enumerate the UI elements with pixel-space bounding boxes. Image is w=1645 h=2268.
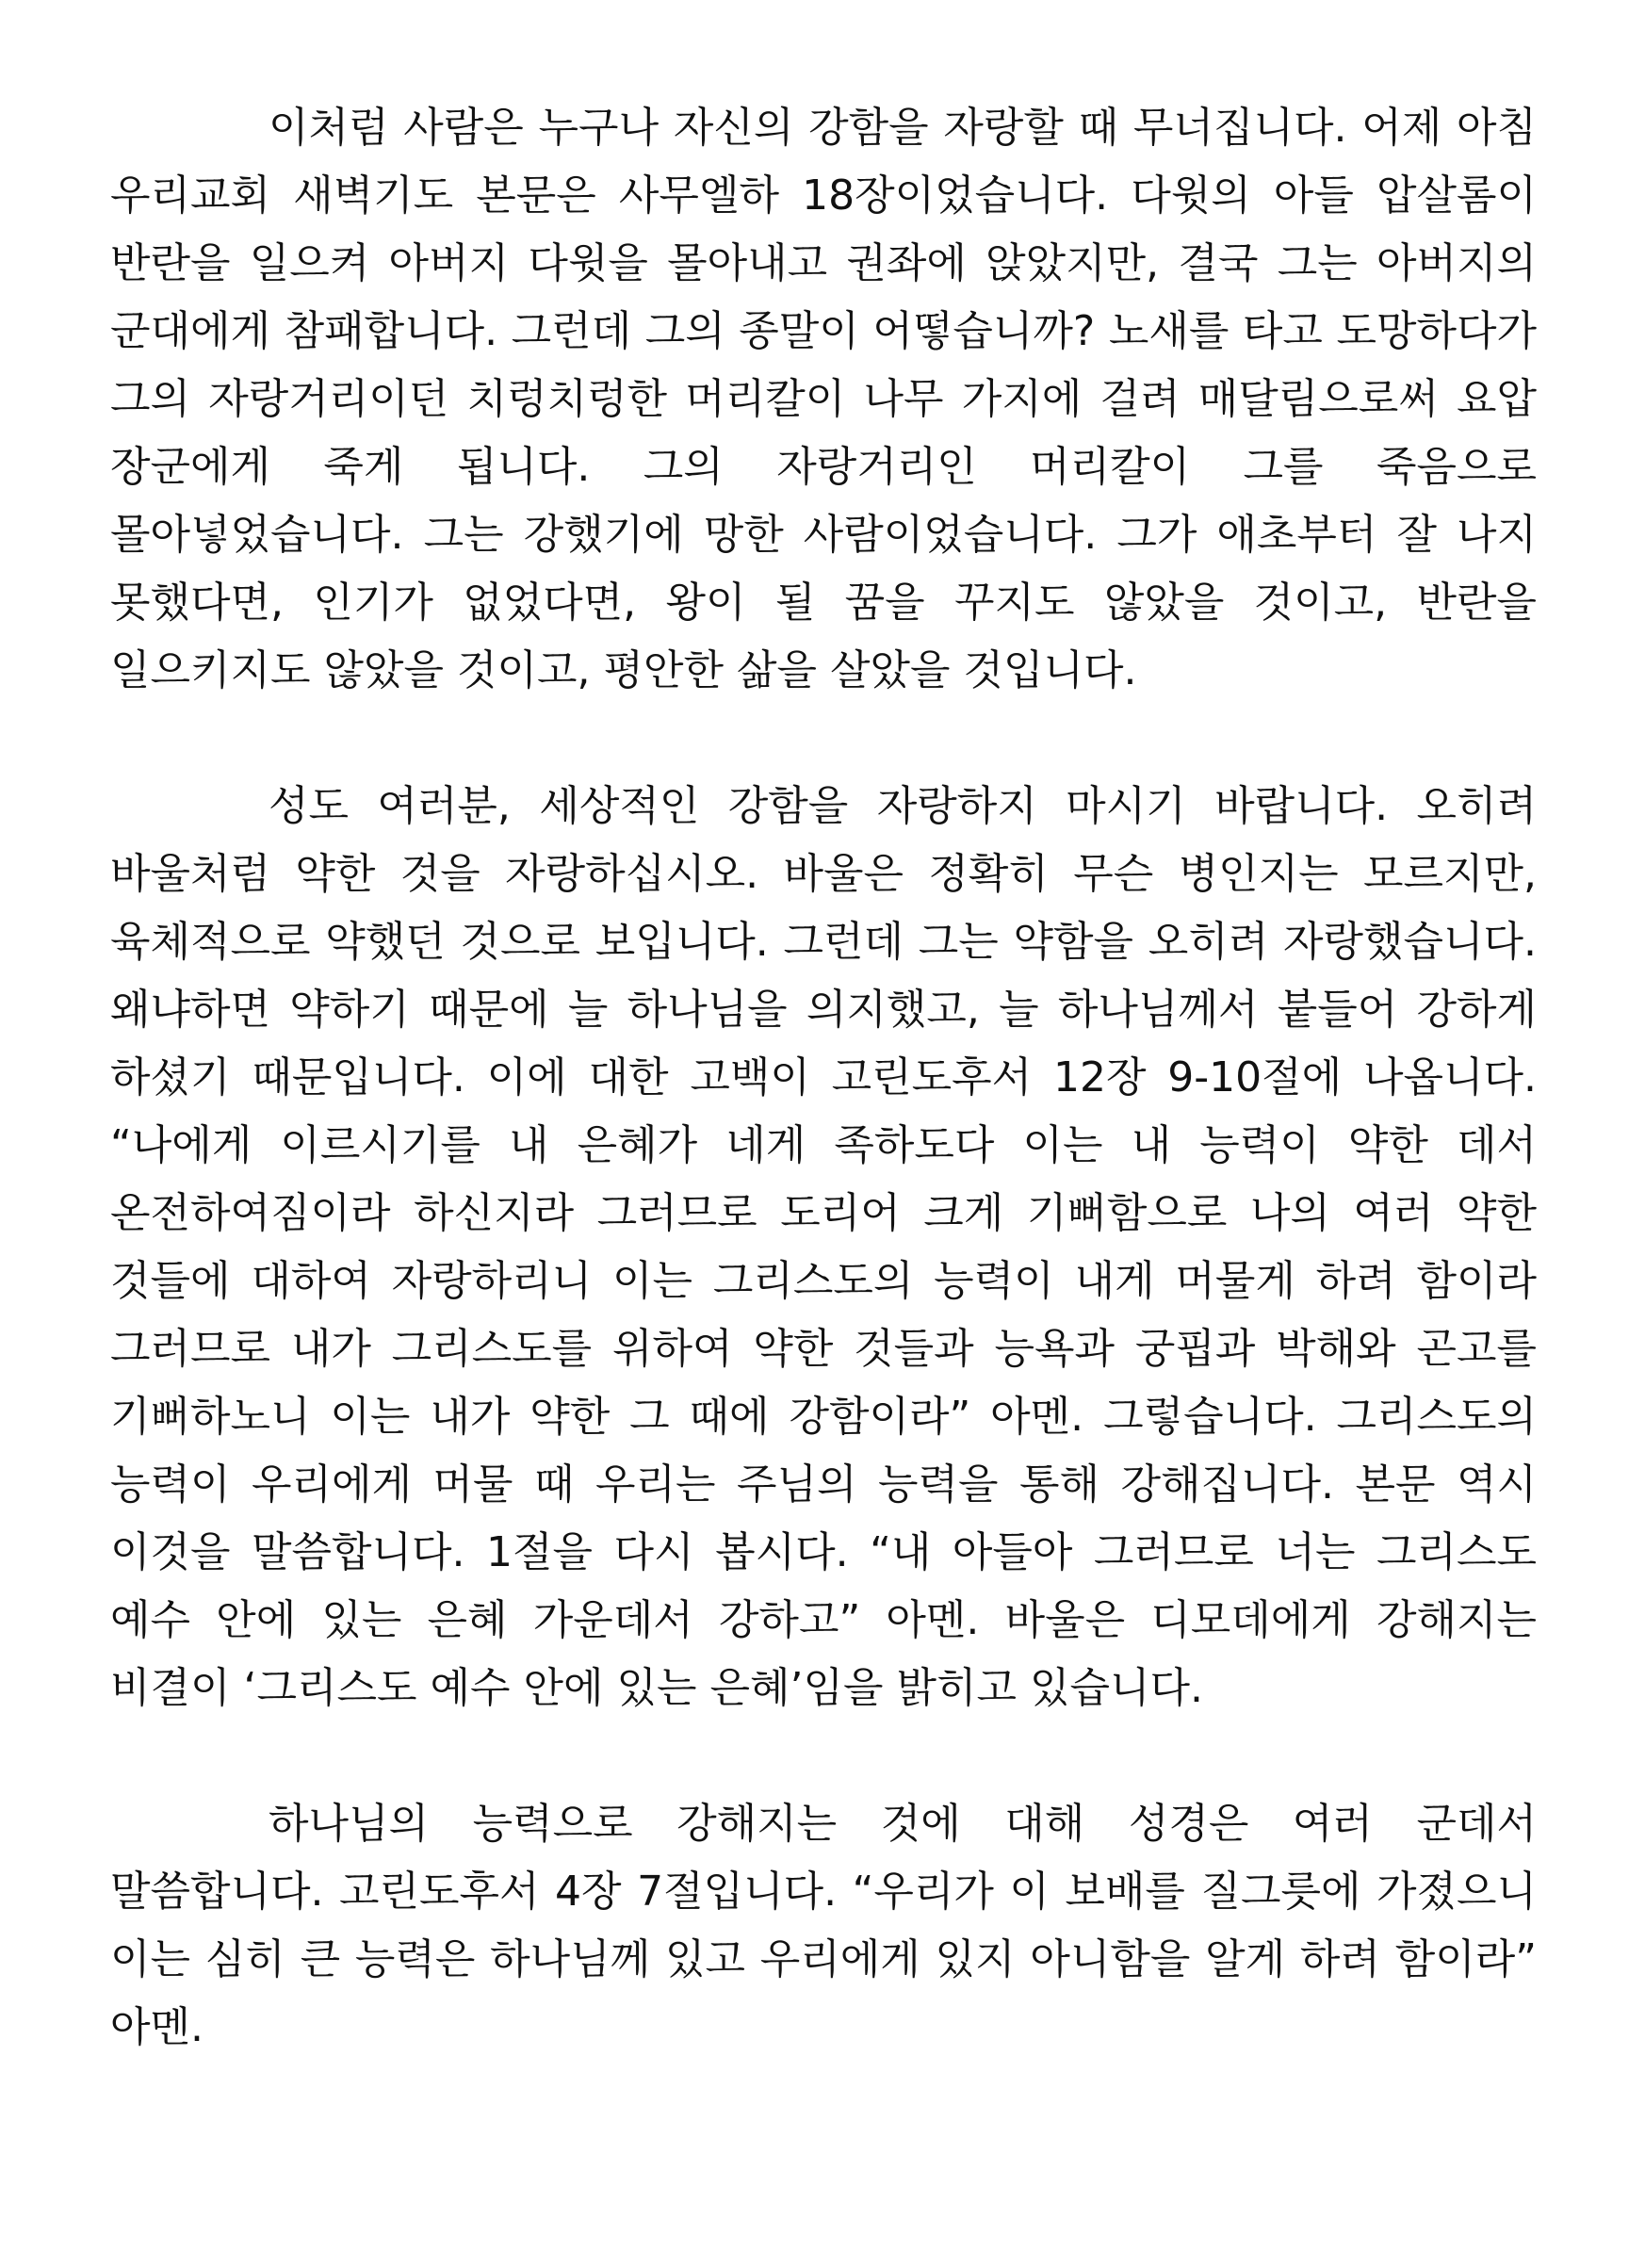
sermon-body-text [110,94,1537,2062]
paragraph-power-of-god: 하나님의 능력으로 강해지는 것에 대해 성경은 여러 군데서 말씀합니다. 고린도후서 4장 7절입니다. “우리가 이 보배를 질그릇에 가졌으니 이는 심히 큰 능력은 하나님께 있고 우리에게 있지 아니함을 알게 하려 함이라” 아멘. [110,1800,1537,2051]
paragraph-absalom-pride: 이처럼 사람은 누구나 자신의 강함을 자랑할 때 무너집니다. 어제 아침 우리교회 새벽기도 본문은 사무엘하 18장이었습니다. 다윗의 아들 압살롬이 반란을 일으켜 아버지 다윗을 몰아내고 권좌에 앉았지만, 결국 그는 아버지의 군대에게 참패합니다. 그런데 그의 종말이 어떻습니까? 노새를 타고 도망하다가 그의 자랑거리이던 치렁치렁한 머리칼이 나무 가지에 걸려 매달림으로써 요압 장군에게 죽게 됩니다. 그의 자랑거리인 머리칼이 그를 죽음으로 몰아넣었습니다. 그는 강했기에 망한 사람이었습니다. 그가 애초부터 잘 나지 못했다면, 인기가 없었다면, 왕이 될 꿈을 꾸지도 않았을 것이고, 반란을 일으키지도 않았을 것이고, 평안한 삶을 살았을 것입니다. [110,104,1538,694]
paragraph-boast-in-weakness: 성도 여러분, 세상적인 강함을 자랑하지 마시기 바랍니다. 오히려 바울처럼 약한 것을 자랑하십시오. 바울은 정확히 무슨 병인지는 모르지만, 육체적으로 약했던 것으로 보입니다. 그런데 그는 약함을 오히려 자랑했습니다. 왜냐하면 약하기 때문에 늘 하나님을 의지했고, 늘 하나님께서 붙들어 강하게 하셨기 때문입니다. 이에 대한 고백이 고린도후서 12장 9-10절에 나옵니다. “나에게 이르시기를 내 은혜가 네게 족하도다 이는 내 능력이 약한 데서 온전하여짐이라 하신지라 그러므로 도리어 크게 기뻐함으로 나의 여러 약한 것들에 대하여 자랑하리니 이는 그리스도의 능력이 내게 머물게 하려 함이라 그러므로 내가 그리스도를 위하여 약한 것들과 능욕과 궁핍과 박해와 곤고를 기뻐하노니 이는 내가 약한 그 때에 강함이라” 아멘. 그렇습니다. 그리스도의 능력이 우리에게 머물 때 우리는 주님의 능력을 통해 강해집니다. 본문 역시 이것을 말씀합니다. 1절을 다시 봅시다. “내 아들아 그러므로 너는 그리스도 예수 안에 있는 은혜 가운데서 강하고” 아멘. 바울은 디모데에게 강해지는 비결이 ‘그리스도 예수 안에 있는 은혜’임을 밝히고 있습니다. [110,782,1538,1712]
